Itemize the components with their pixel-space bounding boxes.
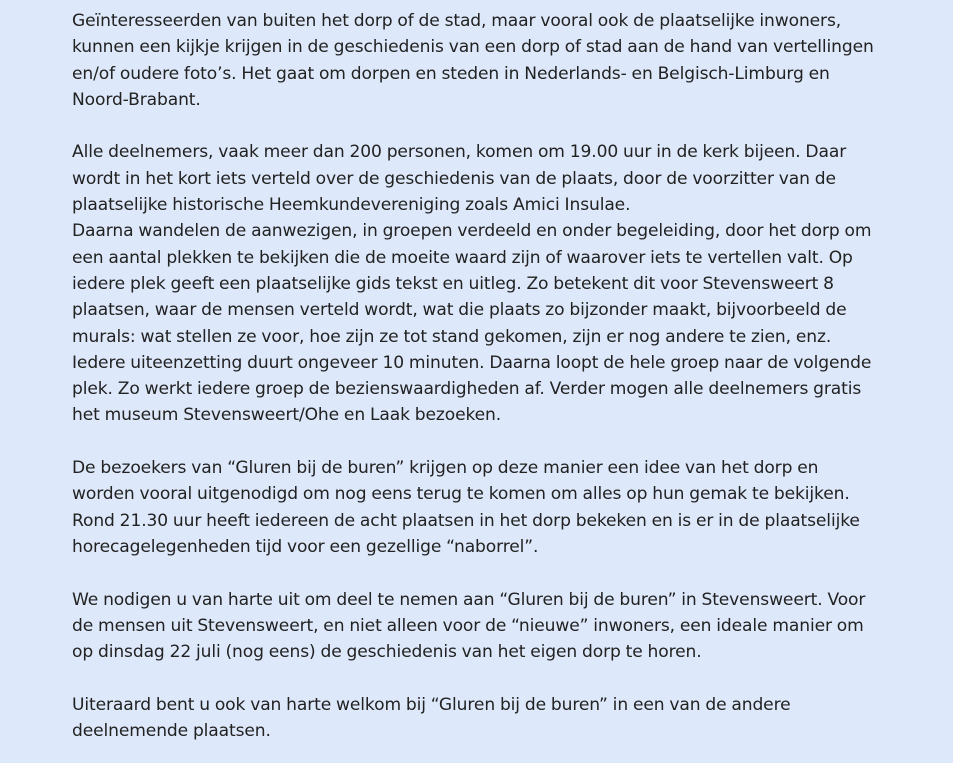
text-line: Daarna wandelen de aanwezigen, in groepen verdeeld en onder begeleiding, door het dorp om [72, 221, 872, 242]
text-line: op dinsdag 22 juli (nog eens) de geschiedenis van het eigen dorp te horen. [72, 642, 702, 663]
text-line: een aantal plekken te bekijken die de moeite waard zijn of waarover iets te vertellen valt. Op [72, 247, 853, 268]
text-line: horecagelegenheden tijd voor een gezellige “naborrel”. [72, 536, 539, 557]
text-line: murals: wat stellen ze voor, hoe zijn ze tot stand gekomen, zijn er nog andere te zien, enz. [72, 326, 832, 347]
paragraph-program [72, 139, 913, 428]
text-line: kunnen een kijkje krijgen in de geschiedenis van een dorp of stad aan de hand van vertellingen [72, 37, 874, 58]
text-line: worden vooral uitgenodigd om nog eens terug te komen om alles op hun gemak te bekijken. [72, 484, 850, 505]
paragraph-intro [72, 8, 913, 113]
text-line: het museum Stevensweert/Ohe en Laak bezoeken. [72, 405, 502, 426]
paragraph-invitation [72, 587, 913, 666]
text-line: de mensen uit Stevensweert, en niet alleen voor de “nieuwe” inwoners, een ideale manier om [72, 615, 864, 636]
text-line: plek. Zo werkt iedere groep de bezienswaardigheden af. Verder mogen alle deelnemers gratis [72, 379, 862, 400]
text-line: Iedere uiteenzetting duurt ongeveer 10 minuten. Daarna loopt de hele groep naar de volgende [72, 352, 872, 373]
text-line: wordt in het kort iets verteld over de geschiedenis van de plaats, door de voorzitter van de [72, 168, 836, 189]
text-line: en/of oudere foto’s. Het gaat om dorpen en steden in Nederlands- en Belgisch-Limburg en [72, 63, 830, 84]
text-line: Noord-Brabant. [72, 89, 201, 110]
text-line: We nodigen u van harte uit om deel te nemen aan “Gluren bij de buren” in Stevensweert. Voor [72, 589, 866, 610]
text-line: Geïnteresseerden van buiten het dorp of de stad, maar vooral ook de plaatselijke inwoners, [72, 11, 842, 31]
text-line: Rond 21.30 uur heeft iedereen de acht plaatsen in het dorp bekeken en is er in de plaatselijke [72, 510, 860, 531]
text-line: deelnemende plaatsen. [72, 721, 271, 742]
text-line: iedere plek geeft een plaatselijke gids tekst en uitleg. Zo betekent dit voor Stevensweert 8 [72, 273, 834, 294]
paragraph-closing [72, 692, 913, 745]
text-line: plaatselijke historische Heemkundevereniging zoals Amici Insulae. [72, 195, 631, 216]
text-line: plaatsen, waar de mensen verteld wordt, wat die plaats zo bijzonder maakt, bijvoorbeeld de [72, 300, 847, 321]
text-line: De bezoekers van “Gluren bij de buren” krijgen op deze manier een idee van het dorp en [72, 458, 819, 479]
text-line: Alle deelnemers, vaak meer dan 200 personen, komen om 19.00 uur in de kerk bijeen. Daar [72, 142, 847, 163]
text-line: Uiteraard bent u ook van harte welkom bij “Gluren bij de buren” in een van de andere [72, 694, 791, 715]
paragraph-visitors [72, 455, 913, 560]
